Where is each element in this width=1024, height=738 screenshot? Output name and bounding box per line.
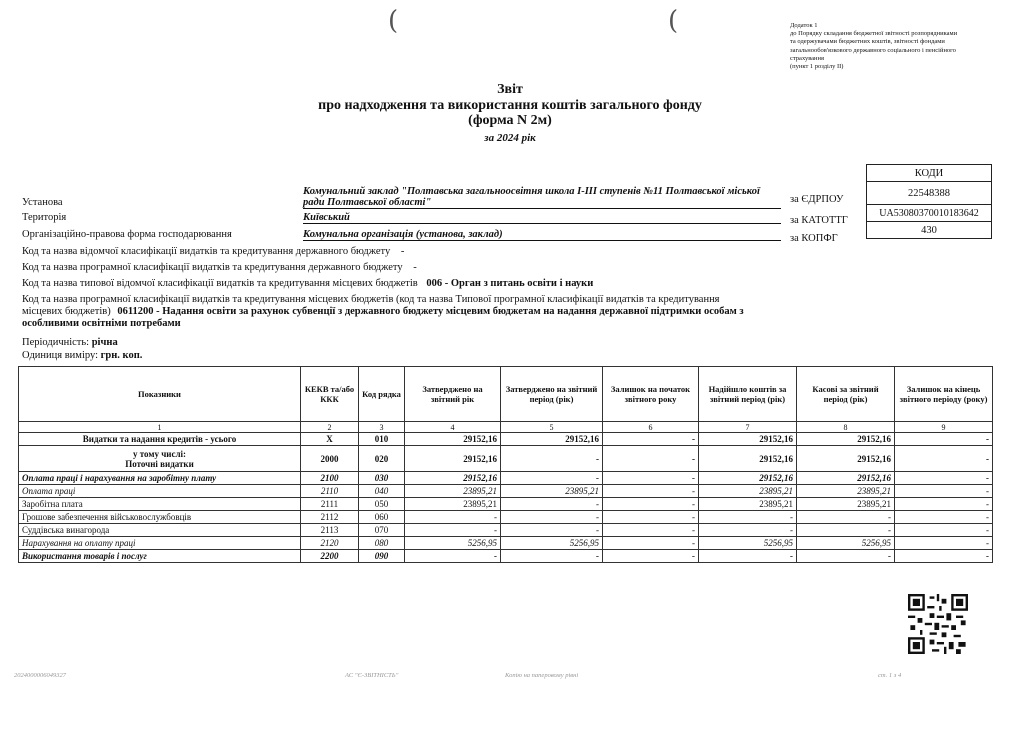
- report-title: [260, 82, 760, 148]
- territory-value: Київський: [303, 212, 781, 224]
- scan-mark: (: [668, 6, 679, 36]
- table-row: [19, 498, 993, 511]
- row-code: 050: [359, 498, 405, 511]
- row-cell: -: [603, 472, 699, 485]
- row-cell: -: [405, 511, 501, 524]
- table-row: [19, 511, 993, 524]
- institution-label: Установа: [22, 197, 63, 208]
- row-cell: 29152,16: [797, 433, 895, 446]
- local-classifier-label: Код та назва програмної класифікації видатків та кредитування місцевих бюджетів (код та назва Типової програмної класифікації видатків та кредитування місцевих бюджетів): [22, 294, 720, 317]
- appendix-line: страхування: [790, 54, 825, 62]
- row-code: 010: [359, 433, 405, 446]
- col-number: 8: [797, 422, 895, 433]
- typical-classifier-line: [22, 278, 593, 290]
- prog-classifier-label: Код та назва програмної класифікації видатків та кредитування державного бюджету: [22, 262, 403, 273]
- dept-classifier-label: Код та назва відомчої класифікації видатків та кредитування державного бюджету: [22, 246, 391, 257]
- col-header: Показники: [19, 367, 301, 422]
- footer-note: Копію на паперовому рівні: [505, 672, 579, 679]
- row-name-line: у тому числі:: [132, 448, 187, 459]
- row-cell: -: [895, 433, 993, 446]
- row-cell: -: [603, 524, 699, 537]
- row-cell: 23895,21: [405, 498, 501, 511]
- row-code: 070: [359, 524, 405, 537]
- qr-code-icon: [908, 594, 968, 654]
- footer-doc-id: 2024000006049327: [14, 672, 66, 679]
- edrpou-code: 22548388: [867, 182, 992, 205]
- table-row: [19, 537, 993, 550]
- row-kekv: X: [301, 433, 359, 446]
- row-cell: 29152,16: [405, 472, 501, 485]
- row-cell: -: [603, 511, 699, 524]
- title-line: (форма N 2м): [468, 113, 552, 128]
- row-code: 040: [359, 485, 405, 498]
- report-period: за 2024 рік: [484, 132, 536, 144]
- codes-header: КОДИ: [867, 165, 992, 182]
- row-cell: -: [405, 524, 501, 537]
- row-cell: 23895,21: [699, 485, 797, 498]
- col-header: Залишок на початок звітного року: [603, 367, 699, 422]
- row-cell: 5256,95: [501, 537, 603, 550]
- title-line: про надходження та використання коштів загального фонду: [318, 98, 702, 113]
- row-cell: -: [699, 524, 797, 537]
- table-row: [19, 524, 993, 537]
- table-row: [19, 485, 993, 498]
- row-cell: -: [895, 524, 993, 537]
- row-cell: -: [603, 446, 699, 472]
- local-classifier-line: [22, 294, 762, 330]
- row-cell: -: [797, 511, 895, 524]
- row-cell: -: [405, 550, 501, 563]
- col-number: 9: [895, 422, 993, 433]
- periodicity-label: Періодичність:: [22, 337, 90, 348]
- row-code: 030: [359, 472, 405, 485]
- row-kekv: 2113: [301, 524, 359, 537]
- row-cell: -: [895, 485, 993, 498]
- legal-form-label: Організаційно-правова форма господарювання: [22, 229, 232, 240]
- unit-value: грн. коп.: [100, 350, 143, 361]
- row-name: [19, 446, 301, 472]
- col-number: 2: [301, 422, 359, 433]
- row-code: 060: [359, 511, 405, 524]
- katottg-label: за КАТОТТГ: [790, 215, 848, 226]
- row-cell: 29152,16: [797, 472, 895, 485]
- row-cell: 5256,95: [699, 537, 797, 550]
- title-line: Звіт: [497, 82, 523, 97]
- row-cell: -: [895, 537, 993, 550]
- footer-page: ст. 1 з 4: [878, 672, 902, 679]
- col-number: 7: [699, 422, 797, 433]
- row-cell: -: [699, 511, 797, 524]
- row-cell: -: [501, 511, 603, 524]
- col-header: Залишок на кінець звітного періоду (року): [895, 367, 993, 422]
- dept-classifier-value: -: [400, 246, 405, 257]
- row-cell: -: [603, 550, 699, 563]
- row-cell: -: [501, 498, 603, 511]
- appendix-line: (пункт 1 розділу II): [790, 63, 844, 71]
- row-cell: 23895,21: [501, 485, 603, 498]
- row-name: Оплата праці і нарахування на заробітну плату: [19, 472, 301, 485]
- row-kekv: 2000: [301, 446, 359, 472]
- row-cell: 29152,16: [797, 446, 895, 472]
- col-number: 4: [405, 422, 501, 433]
- row-cell: -: [501, 446, 603, 472]
- row-cell: 23895,21: [797, 498, 895, 511]
- row-name: Суддівська винагорода: [19, 524, 301, 537]
- row-cell: 29152,16: [699, 433, 797, 446]
- row-name: Заробітна плата: [19, 498, 301, 511]
- table-row: [19, 472, 993, 485]
- col-header: КЕКВ та/або ККК: [301, 367, 359, 422]
- row-name: Нарахування на оплату праці: [19, 537, 301, 550]
- unit-label: Одиниця виміру:: [22, 350, 98, 361]
- table-row: [19, 550, 993, 563]
- row-name: Оплата праці: [19, 485, 301, 498]
- col-header: Надійшло коштів за звітний період (рік): [699, 367, 797, 422]
- row-cell: -: [603, 537, 699, 550]
- institution-value: Комунальний заклад "Полтавська загальноосвітня школа І-ІІІ ступенів №11 Полтавської міської ради Полтавської області": [303, 186, 781, 209]
- row-cell: -: [603, 485, 699, 498]
- row-cell: -: [501, 524, 603, 537]
- row-cell: 23895,21: [699, 498, 797, 511]
- row-cell: 23895,21: [797, 485, 895, 498]
- col-header: Касові за звітний період (рік): [797, 367, 895, 422]
- prog-classifier-value: -: [413, 262, 417, 273]
- row-cell: 23895,21: [405, 485, 501, 498]
- row-cell: -: [895, 511, 993, 524]
- row-cell: -: [895, 446, 993, 472]
- row-name: Використання товарів і послуг: [19, 550, 301, 563]
- col-header: Затверджено на звітний період (рік): [501, 367, 603, 422]
- col-header: Затверджено на звітний рік: [405, 367, 501, 422]
- row-cell: -: [501, 550, 603, 563]
- territory-label: Територія: [22, 212, 67, 223]
- row-kekv: 2120: [301, 537, 359, 550]
- row-cell: -: [895, 498, 993, 511]
- periodicity: [22, 337, 118, 349]
- row-cell: 29152,16: [405, 433, 501, 446]
- dept-classifier-line: [22, 246, 404, 258]
- row-cell: 29152,16: [699, 472, 797, 485]
- col-number: 3: [359, 422, 405, 433]
- scan-mark: (: [388, 6, 399, 36]
- row-name-line: Поточні видатки: [125, 458, 194, 469]
- row-cell: -: [797, 524, 895, 537]
- row-kekv: 2112: [301, 511, 359, 524]
- row-cell: -: [603, 433, 699, 446]
- row-cell: -: [895, 550, 993, 563]
- kopfg-code: 430: [867, 222, 992, 239]
- local-classifier-value: 0611200 - Надання освіти за рахунок субвенції з державного бюджету місцевим бюджетам на надання державної підтримки особам з особливими освітніми потребами: [22, 306, 744, 329]
- typical-classifier-value: 006 - Орган з питань освіти і науки: [426, 278, 594, 289]
- col-header: Код рядка: [359, 367, 405, 422]
- typical-classifier-label: Код та назва типової відомчої класифікації видатків та кредитування місцевих бюджетів: [22, 278, 418, 289]
- appendix-note: [790, 22, 1010, 71]
- row-cell: 5256,95: [797, 537, 895, 550]
- row-cell: -: [603, 498, 699, 511]
- periodicity-value: річна: [91, 337, 118, 348]
- col-number: 5: [501, 422, 603, 433]
- row-cell: -: [699, 550, 797, 563]
- col-number: 6: [603, 422, 699, 433]
- row-name: Грошове забезпечення військовослужбовців: [19, 511, 301, 524]
- row-kekv: 2200: [301, 550, 359, 563]
- kopfg-label: за КОПФГ: [790, 233, 838, 244]
- appendix-line: та одержувачами бюджетних коштів, звітності фондами: [790, 38, 945, 46]
- table-row: [19, 433, 993, 446]
- row-code: 080: [359, 537, 405, 550]
- col-number: 1: [19, 422, 301, 433]
- appendix-line: Додаток 1: [790, 22, 818, 29]
- row-kekv: 2110: [301, 485, 359, 498]
- report-table: [18, 366, 993, 563]
- row-kekv: 2111: [301, 498, 359, 511]
- row-cell: -: [895, 472, 993, 485]
- appendix-line: до Порядку складання бюджетної звітності розпорядниками: [790, 30, 958, 38]
- codes-table: [866, 164, 992, 239]
- row-cell: 29152,16: [501, 433, 603, 446]
- row-cell: 29152,16: [699, 446, 797, 472]
- row-cell: -: [797, 550, 895, 563]
- row-cell: 5256,95: [405, 537, 501, 550]
- prog-classifier-line: [22, 262, 417, 274]
- row-code: 020: [359, 446, 405, 472]
- appendix-line: загальнообов'язкового державного соціального і пенсійного: [790, 46, 956, 54]
- row-kekv: 2100: [301, 472, 359, 485]
- legal-form-value: Комунальна організація (установа, заклад): [303, 229, 781, 241]
- unit: [22, 350, 142, 362]
- row-cell: -: [501, 472, 603, 485]
- table-row: [19, 446, 993, 472]
- row-cell: 29152,16: [405, 446, 501, 472]
- footer-system: АС "Є-ЗВІТНІСТЬ": [345, 672, 399, 679]
- row-name: Видатки та надання кредитів - усього: [19, 433, 301, 446]
- row-code: 090: [359, 550, 405, 563]
- katottg-code: UA53080370010183642: [867, 205, 992, 222]
- edrpou-label: за ЄДРПОУ: [790, 194, 844, 205]
